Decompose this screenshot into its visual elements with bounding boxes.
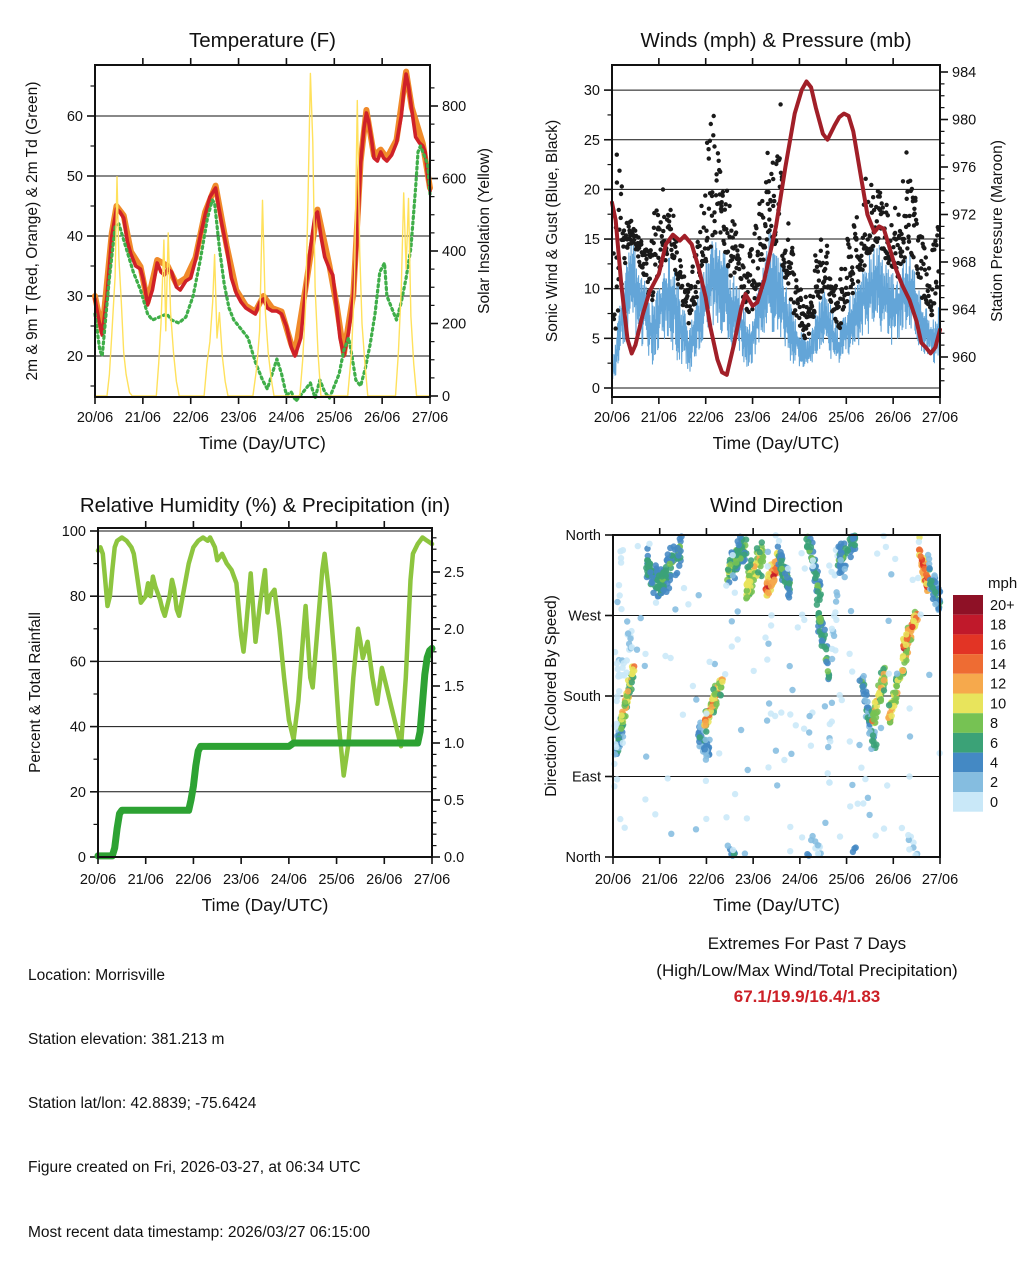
wind-direction-dots: [611, 532, 943, 859]
svg-text:20: 20: [583, 182, 600, 199]
svg-text:Time (Day/UTC): Time (Day/UTC): [201, 895, 329, 915]
svg-text:200: 200: [442, 316, 467, 333]
svg-text:21/06: 21/06: [640, 410, 678, 426]
svg-text:25/06: 25/06: [828, 410, 865, 426]
svg-text:2.5: 2.5: [444, 565, 465, 581]
svg-text:4: 4: [990, 755, 999, 772]
svg-text:0: 0: [442, 389, 451, 405]
svg-text:24/06: 24/06: [781, 872, 819, 888]
svg-text:6: 6: [990, 735, 999, 752]
svg-text:26/06: 26/06: [366, 872, 403, 888]
svg-text:968: 968: [952, 255, 977, 271]
svg-text:Station Pressure (Maroon): Station Pressure (Maroon): [989, 140, 1006, 322]
svg-text:80: 80: [69, 589, 86, 606]
extremes-title: Extremes For Past 7 Days: [707, 934, 907, 953]
svg-text:16: 16: [990, 637, 1007, 654]
svg-text:12: 12: [990, 676, 1007, 693]
svg-text:2m & 9m T (Red, Orange) & 2m T: 2m & 9m T (Red, Orange) & 2m Td (Green): [24, 81, 41, 381]
svg-text:Temperature (F): Temperature (F): [189, 29, 336, 52]
svg-text:Sonic Wind & Gust (Blue, Black: Sonic Wind & Gust (Blue, Black): [544, 119, 561, 343]
svg-text:20/06: 20/06: [593, 410, 631, 426]
svg-text:23/06: 23/06: [734, 872, 772, 888]
svg-text:25/06: 25/06: [318, 872, 355, 888]
svg-text:23/06: 23/06: [222, 872, 260, 888]
svg-text:980: 980: [952, 112, 977, 129]
svg-text:2: 2: [990, 775, 999, 792]
series-2m-td: [95, 146, 430, 401]
svg-text:24/06: 24/06: [268, 410, 305, 426]
svg-text:20/06: 20/06: [76, 410, 114, 426]
svg-text:Time (Day/UTC): Time (Day/UTC): [713, 895, 840, 915]
svg-text:0: 0: [77, 850, 86, 866]
svg-text:22/06: 22/06: [688, 872, 725, 888]
svg-text:960: 960: [952, 350, 977, 366]
footer-timestamp: Most recent data timestamp: 2026/03/27 06:15:00: [28, 1223, 371, 1241]
series-solar-insolation: [95, 73, 430, 396]
svg-text:25/06: 25/06: [316, 410, 353, 426]
svg-text:0: 0: [990, 794, 999, 811]
colorbar-swatch: [953, 654, 983, 674]
svg-text:Direction (Colored By Speed): Direction (Colored By Speed): [543, 595, 560, 797]
svg-text:964: 964: [952, 302, 977, 319]
wind-direction-chart: [543, 494, 958, 915]
colorbar-swatch: [953, 713, 983, 733]
svg-text:14: 14: [990, 656, 1007, 673]
svg-text:East: East: [571, 769, 601, 786]
svg-text:21/06: 21/06: [124, 410, 162, 426]
svg-text:40: 40: [66, 229, 83, 245]
svg-text:Solar Insolation (Yellow): Solar Insolation (Yellow): [476, 148, 493, 314]
svg-text:600: 600: [442, 171, 467, 188]
svg-text:West: West: [568, 608, 601, 625]
svg-text:Time (Day/UTC): Time (Day/UTC): [712, 433, 840, 453]
svg-text:800: 800: [442, 99, 467, 115]
svg-text:21/06: 21/06: [127, 872, 164, 888]
svg-text:Percent & Total Rainfall: Percent & Total Rainfall: [27, 612, 44, 773]
svg-text:22/06: 22/06: [687, 410, 724, 426]
svg-text:984: 984: [952, 65, 977, 81]
svg-text:15: 15: [583, 232, 600, 249]
svg-text:972: 972: [952, 207, 977, 224]
footer-elevation: Station elevation: 381.213 m: [28, 1031, 225, 1049]
colorbar-swatch: [953, 595, 983, 615]
svg-text:60: 60: [69, 654, 86, 671]
svg-text:0.0: 0.0: [444, 850, 465, 866]
svg-text:30: 30: [66, 289, 83, 305]
svg-text:400: 400: [442, 244, 467, 260]
svg-text:mph: mph: [988, 575, 1018, 592]
svg-text:South: South: [563, 689, 601, 705]
svg-text:25/06: 25/06: [828, 872, 865, 888]
svg-text:26/06: 26/06: [874, 410, 912, 426]
svg-text:20: 20: [69, 784, 86, 801]
svg-text:22/06: 22/06: [175, 872, 212, 888]
svg-text:Wind Direction: Wind Direction: [709, 494, 844, 517]
svg-text:10: 10: [990, 696, 1007, 713]
extremes-values: 67.1/19.9/16.4/1.83: [733, 987, 881, 1006]
footer-location: Location: Morrisville: [28, 966, 165, 984]
colorbar-swatch: [953, 674, 983, 694]
colorbar-swatch: [953, 634, 983, 654]
svg-text:18: 18: [990, 617, 1007, 634]
footer-created: Figure created on Fri, 2026-03-27, at 06:34 UTC: [28, 1159, 361, 1177]
svg-text:22/06: 22/06: [172, 410, 209, 426]
winds-pressure-chart: [544, 29, 1006, 453]
svg-text:60: 60: [66, 109, 83, 125]
footer-latlon: Station lat/lon: 42.8839; -75.6424: [28, 1095, 257, 1113]
colorbar-swatch: [953, 615, 983, 635]
svg-text:North: North: [565, 528, 601, 544]
svg-text:26/06: 26/06: [875, 872, 912, 888]
svg-text:30: 30: [583, 83, 600, 100]
svg-text:20+: 20+: [990, 597, 1015, 614]
svg-text:Relative Humidity (%) & Precip: Relative Humidity (%) & Precipitation (in): [79, 494, 451, 517]
svg-text:40: 40: [69, 719, 86, 736]
svg-text:24/06: 24/06: [781, 410, 818, 426]
svg-text:26/06: 26/06: [363, 410, 401, 426]
svg-text:25: 25: [583, 132, 600, 149]
svg-text:27/06: 27/06: [921, 872, 959, 888]
svg-text:23/06: 23/06: [220, 410, 257, 426]
colorbar-swatch: [953, 772, 983, 792]
svg-text:100: 100: [61, 524, 86, 540]
svg-text:27/06: 27/06: [921, 410, 959, 426]
svg-text:North: North: [565, 850, 601, 866]
svg-text:Winds (mph) & Pressure (mb): Winds (mph) & Pressure (mb): [640, 29, 912, 52]
svg-text:27/06: 27/06: [411, 410, 449, 426]
svg-text:Time (Day/UTC): Time (Day/UTC): [199, 433, 326, 453]
svg-text:1.0: 1.0: [444, 736, 465, 752]
svg-text:5: 5: [591, 331, 600, 348]
svg-text:0.5: 0.5: [444, 793, 465, 809]
colorbar-swatch: [953, 792, 983, 812]
colorbar-swatch: [953, 733, 983, 753]
svg-text:8: 8: [990, 716, 999, 733]
colorbar-swatch: [953, 694, 983, 714]
svg-text:0: 0: [591, 381, 600, 397]
svg-text:2.0: 2.0: [444, 622, 465, 638]
svg-text:1.5: 1.5: [444, 679, 465, 695]
svg-text:27/06: 27/06: [413, 872, 451, 888]
svg-text:24/06: 24/06: [270, 872, 308, 888]
svg-text:976: 976: [952, 160, 977, 176]
svg-text:21/06: 21/06: [641, 872, 678, 888]
wind-speed-colorbar: [953, 575, 1017, 812]
colorbar-swatch: [953, 753, 983, 773]
svg-text:20: 20: [66, 349, 83, 365]
svg-text:20/06: 20/06: [594, 872, 632, 888]
temperature-chart: [24, 29, 493, 453]
station-footer: [28, 922, 370, 1286]
svg-text:50: 50: [66, 169, 83, 185]
humidity-precip-chart: [27, 494, 464, 915]
svg-text:20/06: 20/06: [79, 872, 117, 888]
extremes-subtitle: (High/Low/Max Wind/Total Precipitation): [656, 960, 958, 980]
svg-text:10: 10: [583, 281, 600, 298]
svg-text:23/06: 23/06: [734, 410, 771, 426]
extremes-block: [592, 931, 1022, 1011]
